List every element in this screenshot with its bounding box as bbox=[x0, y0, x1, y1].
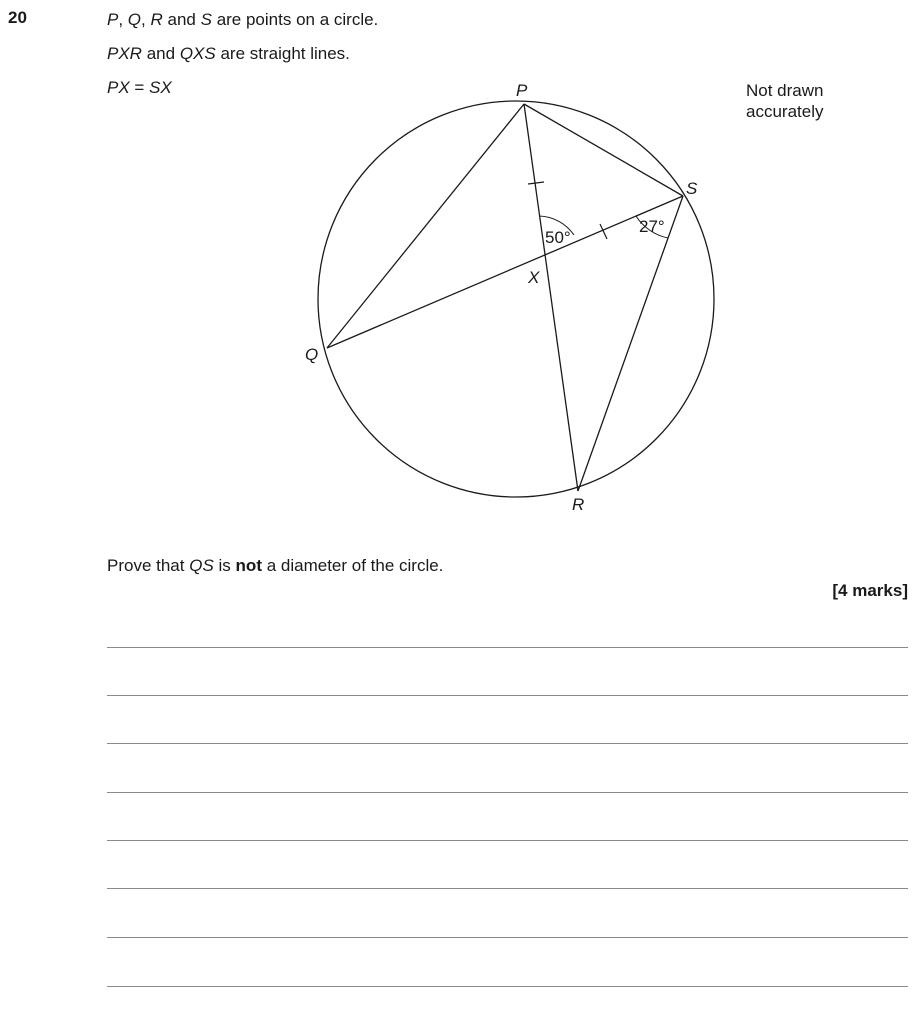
prove-statement bbox=[107, 556, 443, 576]
and-word: and bbox=[146, 44, 176, 63]
vertex-label-r: R bbox=[572, 495, 585, 514]
answer-line-4[interactable] bbox=[107, 792, 908, 793]
prove-prefix: Prove that bbox=[107, 556, 185, 575]
chord-ps bbox=[524, 104, 683, 196]
segment-qs: QS bbox=[189, 556, 214, 575]
chord-sr bbox=[578, 196, 683, 491]
answer-line-2[interactable] bbox=[107, 695, 908, 696]
point-r-label: R bbox=[150, 10, 163, 29]
equality-left: PX bbox=[107, 78, 130, 97]
marks-label: [4 marks] bbox=[832, 581, 908, 600]
answer-line-3[interactable] bbox=[107, 743, 908, 744]
answer-line-7[interactable] bbox=[107, 937, 908, 938]
point-q-label: Q bbox=[127, 10, 142, 29]
prove-middle: is bbox=[218, 556, 231, 575]
vertex-label-s: S bbox=[686, 179, 698, 198]
prove-emphasis: not bbox=[235, 556, 262, 575]
answer-line-1[interactable] bbox=[107, 647, 908, 648]
point-s-label: S bbox=[200, 10, 212, 29]
vertex-label-x: X bbox=[528, 268, 540, 287]
circle bbox=[318, 101, 714, 497]
line-pxr-label: PXR bbox=[107, 44, 142, 63]
prove-suffix: a diameter of the circle. bbox=[266, 556, 444, 575]
note-line-2: accurately bbox=[746, 102, 824, 121]
chord-pq bbox=[327, 104, 524, 348]
points-suffix: are points on a circle. bbox=[216, 10, 379, 29]
angle-label-27: 27° bbox=[639, 217, 665, 236]
vertex-label-q: Q bbox=[305, 345, 319, 364]
lines-suffix: are straight lines. bbox=[220, 44, 350, 63]
answer-line-8[interactable] bbox=[107, 986, 908, 987]
answer-line-6[interactable] bbox=[107, 888, 908, 889]
angle-label-50: 50° bbox=[545, 228, 571, 247]
note-line-1: Not drawn bbox=[746, 81, 824, 100]
equality-right: SX bbox=[149, 78, 172, 97]
equality-sign: = bbox=[134, 78, 145, 97]
point-p-label: P bbox=[107, 10, 119, 29]
chord-pr bbox=[524, 104, 578, 491]
question-number: 20 bbox=[8, 8, 27, 27]
answer-line-5[interactable] bbox=[107, 840, 908, 841]
line-qxs-label: QXS bbox=[179, 44, 216, 63]
chord-qs bbox=[327, 196, 683, 348]
vertex-label-p: P bbox=[516, 81, 528, 100]
stem-line-1: P, Q, R and S are points on a circle. bbox=[107, 10, 379, 29]
tick-mark-px bbox=[528, 182, 544, 184]
and-word: and bbox=[167, 10, 196, 29]
